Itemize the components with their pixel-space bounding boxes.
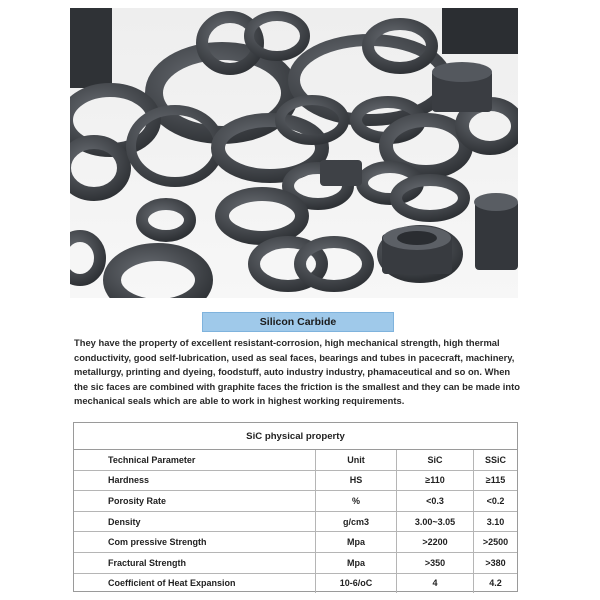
- row-ssic-value: >380: [474, 552, 518, 573]
- row-parameter: Hardness: [74, 470, 316, 491]
- table-header-row: [74, 450, 517, 470]
- row-parameter: Coefficient of Heat Expansion: [74, 573, 316, 593]
- row-sic-value: ≥110: [397, 470, 474, 491]
- header-ssic: SSiC: [474, 450, 518, 470]
- row-sic-value: 3.00~3.05: [397, 511, 474, 532]
- table-caption: SiC physical property: [74, 423, 517, 450]
- row-ssic-value: 3.10: [474, 511, 518, 532]
- row-ssic-value: 4.2: [489, 578, 502, 589]
- row-unit: g/cm3: [316, 511, 397, 532]
- row-unit: 10-6/oC: [316, 573, 397, 593]
- header-sic: SiC: [397, 450, 474, 470]
- product-photo: [70, 8, 518, 298]
- row-sic-value: >2200: [397, 532, 474, 553]
- row-parameter: Density: [74, 511, 316, 532]
- section-title-bar: [202, 312, 394, 332]
- row-unit: HS: [316, 470, 397, 491]
- row-sic-value: >350: [397, 552, 474, 573]
- row-sic-value: <0.3: [397, 491, 474, 512]
- row-unit: Mpa: [316, 552, 397, 573]
- row-parameter: Fractural Strength: [74, 552, 316, 573]
- silicon-carbide-rings-image: [70, 8, 518, 298]
- row-parameter: Com pressive Strength: [74, 532, 316, 553]
- row-sic-value: 4: [397, 573, 474, 593]
- header-technical-parameter: Technical Parameter: [74, 450, 316, 470]
- table-row: [74, 511, 517, 532]
- row-ssic-value: >2500: [474, 532, 518, 553]
- property-grid: [74, 450, 517, 593]
- property-table: [73, 422, 518, 592]
- row-ssic-value: ≥115: [474, 470, 518, 491]
- section-title: Silicon Carbide: [259, 316, 337, 328]
- row-ssic-value: <0.2: [474, 491, 518, 512]
- table-row: [74, 532, 517, 553]
- table-row: [74, 470, 517, 491]
- description-paragraph: They have the property of excellent resistant-corrosion, high mechanical strength, high thermal conductivity, good self-lubrication, used as seal faces, bearings and tubes in pacecraft, machinery, metallurgy, printing and dyeing, foodstuff, auto industry industry, phamaceutical and so on. When the sic faces are combined with graphite faces the friction is the smallest and they can be made into mechanical seals which are able to work in highest working requirements.: [74, 337, 520, 407]
- row-parameter: Porosity Rate: [74, 491, 316, 512]
- row-unit: %: [316, 491, 397, 512]
- header-unit: Unit: [316, 450, 397, 470]
- table-row: [74, 573, 517, 593]
- row-unit: Mpa: [316, 532, 397, 553]
- table-row: [74, 552, 517, 573]
- table-row: [74, 491, 517, 512]
